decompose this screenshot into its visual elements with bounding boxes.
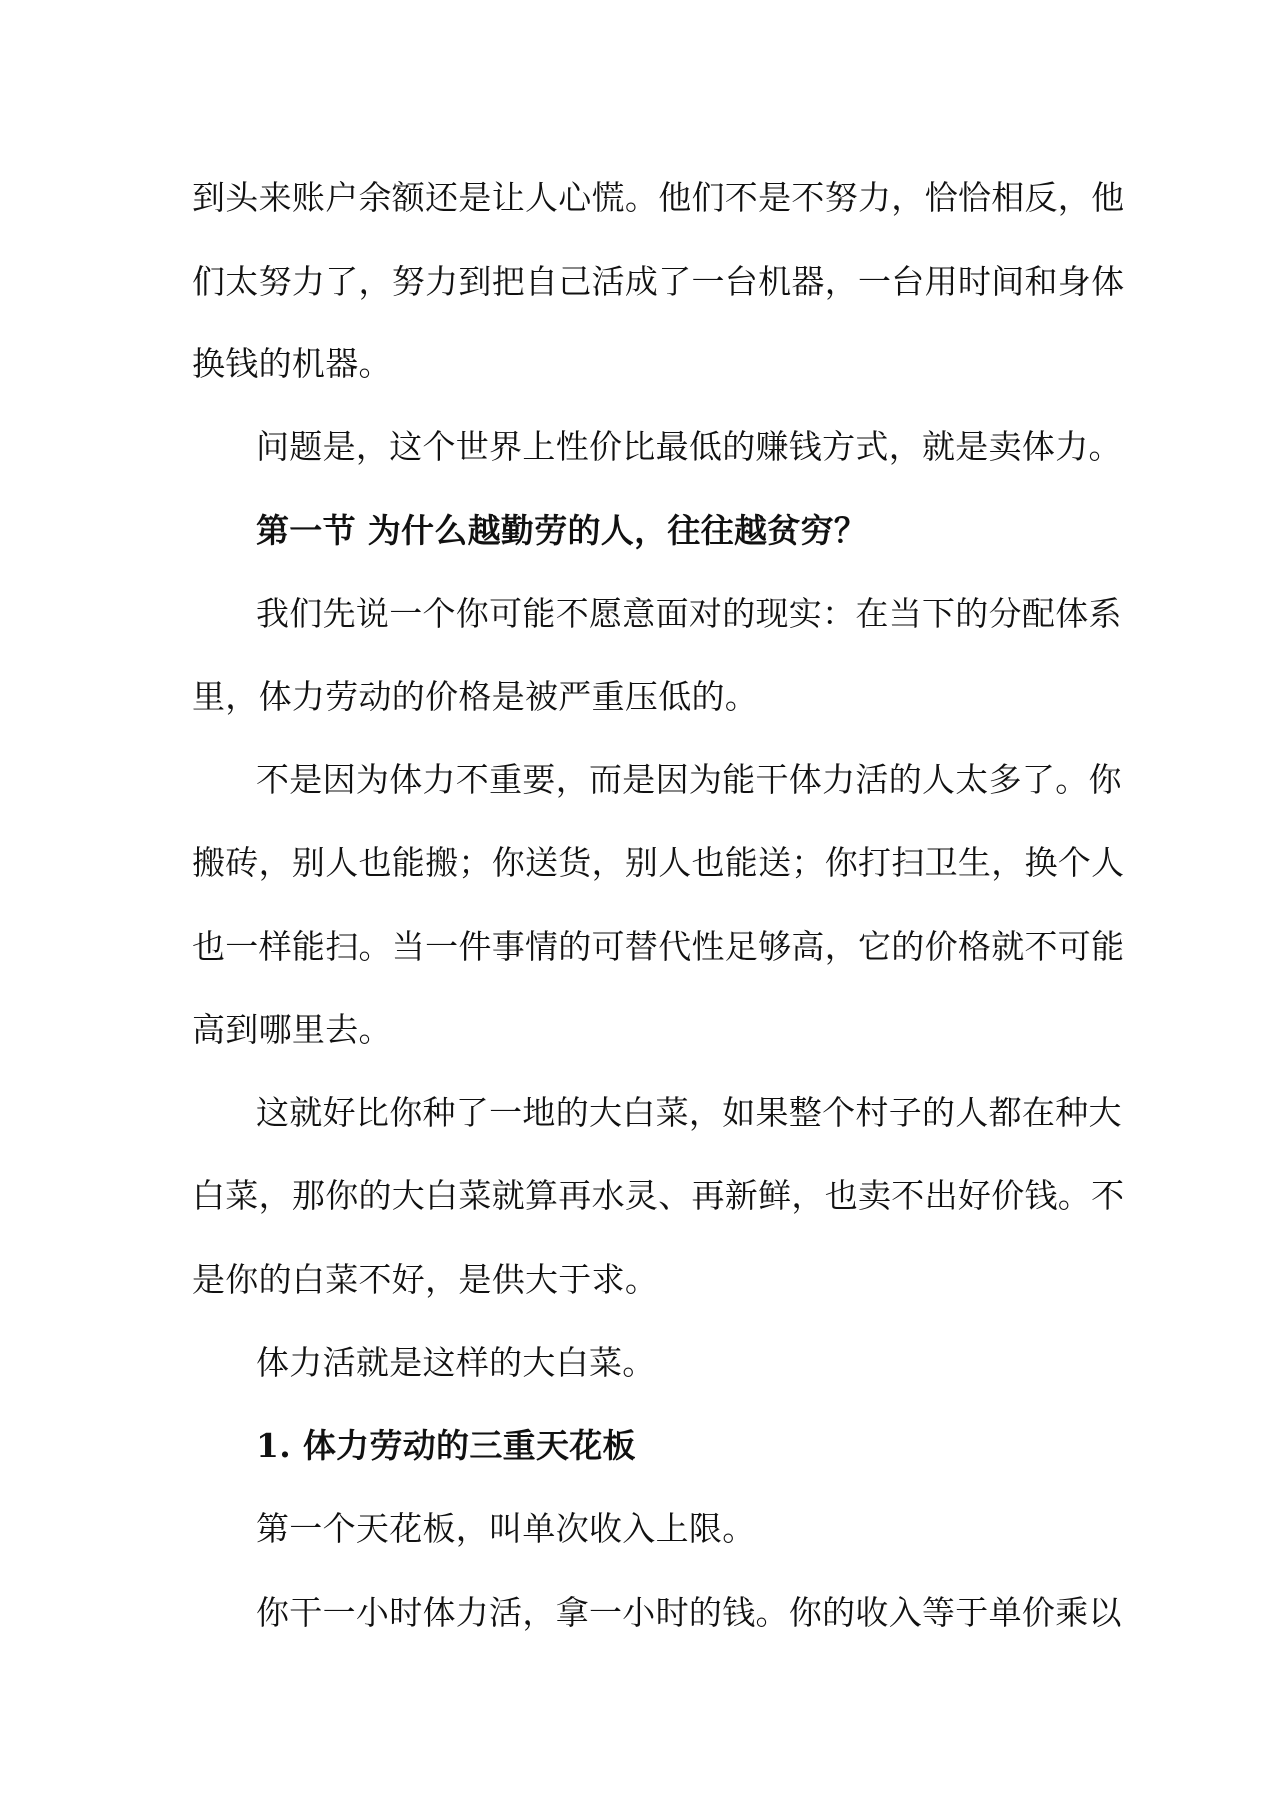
- subsection-heading: 1. 体力劳动的三重天花板: [256, 1426, 636, 1465]
- paragraph-line: 第一个天花板，叫单次收入上限。: [256, 1509, 756, 1548]
- paragraph-line: 体力活就是这样的大白菜。: [256, 1343, 656, 1382]
- section-heading: 第一节 为什么越勤劳的人，往往越贫穷？: [256, 511, 868, 550]
- paragraph-line: 你干一小时体力活，拿一小时的钱。你的收入等于单价乘以: [256, 1593, 1122, 1632]
- paragraph-line: 里，体力劳动的价格是被严重压低的。: [192, 677, 759, 716]
- paragraph-line: 们太努力了，努力到把自己活成了一台机器，一台用时间和身体: [192, 262, 1125, 301]
- paragraph-line: 白菜，那你的大白菜就算再水灵、再新鲜，也卖不出好价钱。不: [192, 1176, 1125, 1215]
- paragraph-line: 这就好比你种了一地的大白菜，如果整个村子的人都在种大: [256, 1093, 1122, 1132]
- paragraph-line: 也一样能扫。当一件事情的可替代性足够高，它的价格就不可能: [192, 927, 1125, 966]
- paragraph-line: 我们先说一个你可能不愿意面对的现实：在当下的分配体系: [256, 594, 1122, 633]
- paragraph-line: 是你的白菜不好，是供大于求。: [192, 1260, 659, 1299]
- paragraph-line: 问题是，这个世界上性价比最低的赚钱方式，就是卖体力。: [256, 427, 1122, 466]
- paragraph-line: 不是因为体力不重要，而是因为能干体力活的人太多了。你: [256, 760, 1122, 799]
- paragraph-line: 高到哪里去。: [192, 1010, 392, 1049]
- paragraph-line: 换钱的机器。: [192, 344, 392, 383]
- paragraph-line: 搬砖，别人也能搬；你送货，别人也能送；你打扫卫生，换个人: [192, 843, 1125, 882]
- paragraph-line: 到头来账户余额还是让人心慌。他们不是不努力，恰恰相反，他: [192, 178, 1125, 217]
